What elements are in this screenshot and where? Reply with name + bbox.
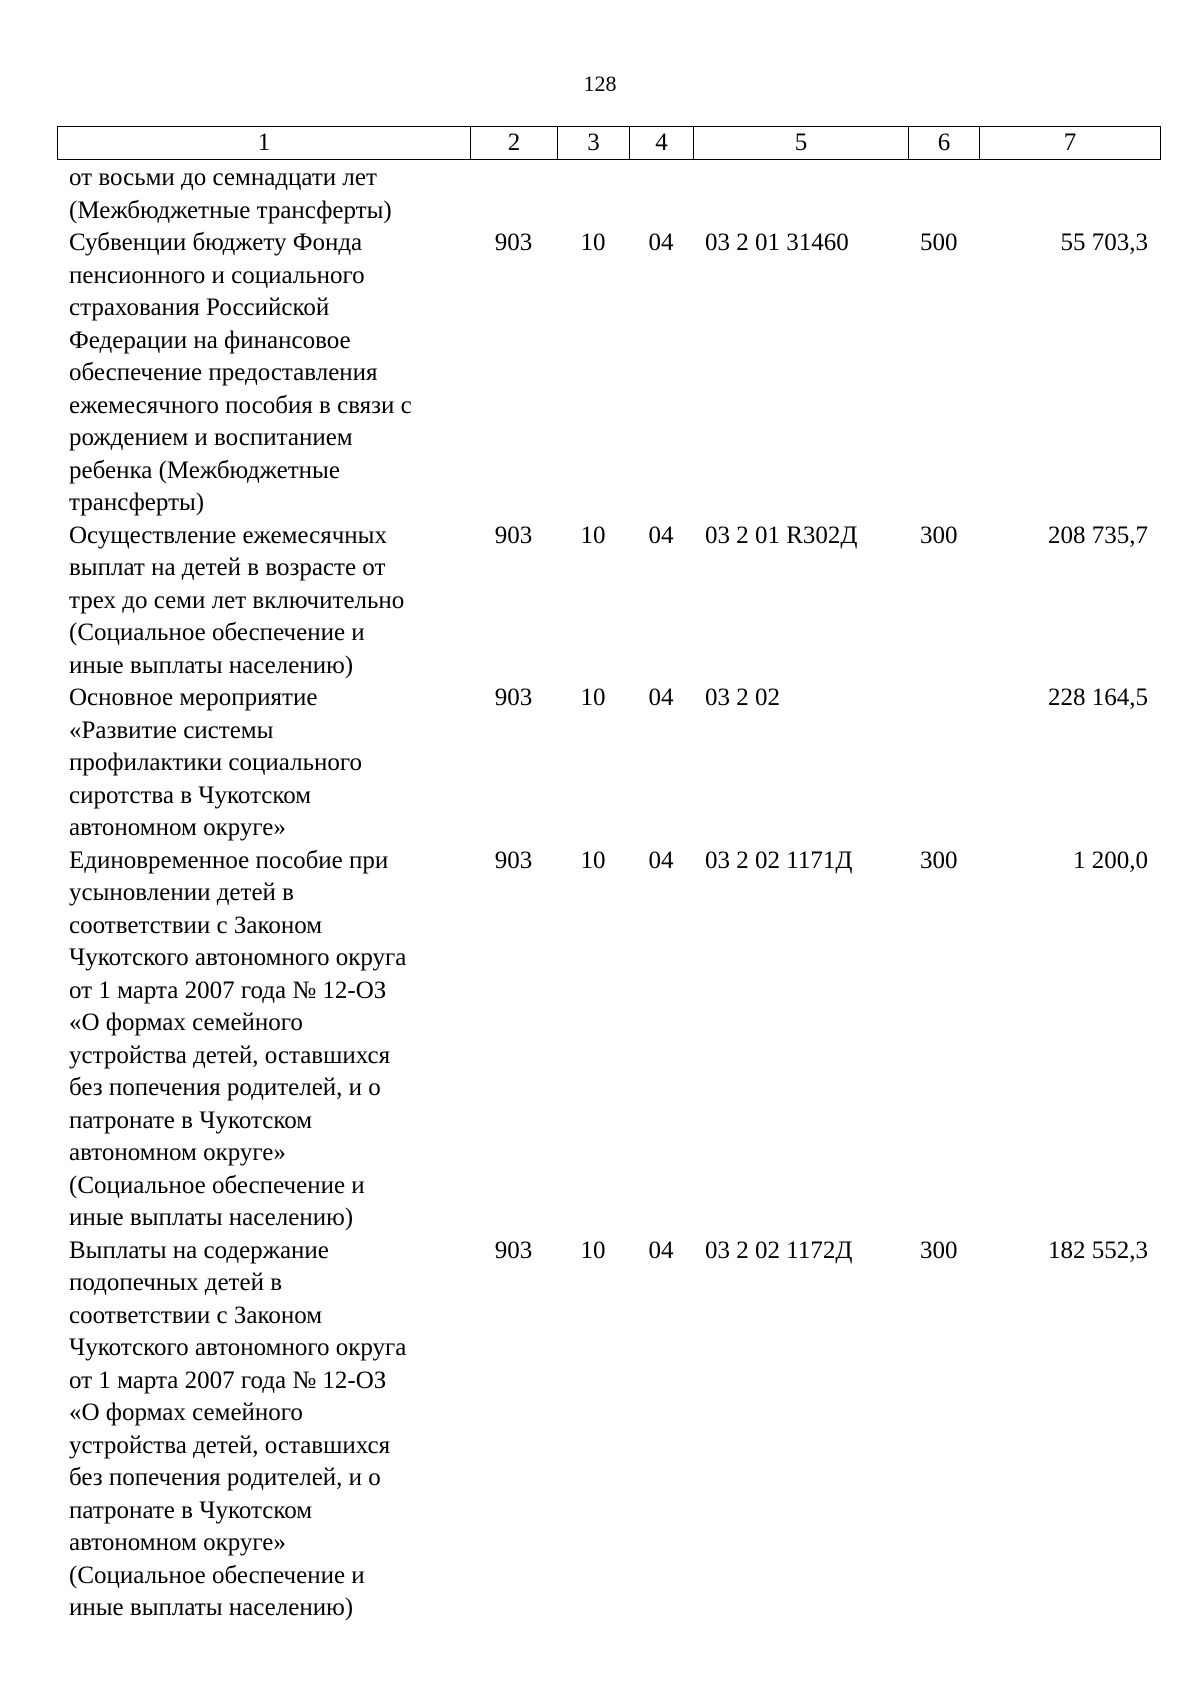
subsection-code-cell: 04	[648, 229, 674, 256]
admin-code-cell	[470, 162, 557, 227]
description-line: пенсионного и социального	[69, 261, 365, 289]
description-cell	[57, 845, 470, 1235]
description-line: от 1 марта 2007 года № 12-ОЗ	[69, 976, 387, 1004]
expense-type-cell: 500	[920, 229, 958, 256]
target-article-cell: 03 2 02	[705, 684, 780, 711]
admin-code-cell: 903	[494, 846, 533, 874]
column-header-1: 1	[58, 127, 471, 160]
description-line: усыновлении детей в	[69, 879, 294, 906]
description-cell	[57, 520, 470, 683]
description-line: от 1 марта 2007 года № 12-ОЗ	[69, 1366, 387, 1394]
table-row	[57, 682, 1160, 845]
description-line: обеспечение предоставления	[69, 359, 378, 386]
expense-type-cell	[908, 682, 979, 845]
column-header-6: 6	[909, 127, 980, 160]
subsection-code-cell: 04	[648, 1236, 674, 1264]
description-line: без попечения родителей, и о	[69, 1464, 381, 1491]
section-code-cell: 10	[580, 1236, 606, 1264]
table-row	[57, 1235, 1160, 1625]
table-row	[57, 227, 1160, 520]
description-line: сиротства в Чукотском	[69, 781, 312, 809]
description-line: Субвенции бюджету Фонда	[69, 229, 363, 256]
description-line: Единовременное пособие при	[69, 846, 389, 874]
description-line: иные выплаты населению)	[69, 651, 354, 679]
description-cell	[57, 227, 470, 520]
admin-code-cell: 903	[494, 684, 533, 711]
description-line: иные выплаты населению)	[69, 1204, 354, 1231]
section-code-cell: 10	[580, 229, 606, 256]
column-header-3: 3	[558, 127, 630, 160]
subsection-code-cell: 04	[648, 684, 674, 711]
description-line: страхования Российской	[69, 294, 330, 321]
expense-type-cell: 300	[920, 846, 958, 874]
table-row	[57, 520, 1160, 683]
description-line: подопечных детей в	[69, 1269, 283, 1296]
amount-cell: 228 164,5	[1048, 684, 1148, 711]
page-number: 128	[583, 71, 617, 96]
admin-code-cell: 903	[494, 1236, 533, 1264]
expense-type-cell: 300	[920, 521, 958, 549]
description-line: Чукотского автономного округа	[69, 944, 407, 971]
description-line: иные выплаты населению)	[69, 1594, 354, 1621]
description-line: без попечения родителей, и о	[69, 1074, 381, 1101]
description-line: от восьми до семнадцати лет	[69, 164, 377, 191]
description-line: Осуществление ежемесячных	[69, 521, 387, 549]
column-header-7: 7	[980, 127, 1161, 160]
description-line: соответствии с Законом	[69, 911, 323, 939]
subsection-code-cell: 04	[648, 521, 674, 549]
budget-table	[57, 162, 1160, 1625]
description-line: автономном округе»	[69, 814, 286, 841]
description-line: патронате в Чукотском	[69, 1106, 313, 1134]
description-cell	[57, 162, 470, 227]
description-line: «О формах семейного	[69, 1009, 303, 1036]
expense-type-cell	[908, 162, 979, 227]
description-line: ребенка (Межбюджетные	[69, 456, 340, 484]
column-header-4: 4	[630, 127, 694, 160]
amount-cell: 1 200,0	[1073, 846, 1148, 874]
table-body	[57, 162, 1160, 1625]
column-header-table	[57, 126, 1161, 160]
description-line: Федерации на финансовое	[69, 326, 351, 354]
table-row	[57, 162, 1160, 227]
description-line: Чукотского автономного округа	[69, 1334, 407, 1361]
target-article-cell: 03 2 01 R302Д	[705, 521, 858, 549]
description-cell	[57, 682, 470, 845]
target-article-cell: 03 2 02 1171Д	[705, 846, 853, 874]
target-article-cell: 03 2 02 1172Д	[705, 1236, 853, 1264]
section-code-cell: 10	[580, 846, 606, 874]
section-code-cell: 10	[580, 521, 606, 549]
column-header-5: 5	[694, 127, 909, 160]
admin-code-cell: 903	[494, 521, 533, 549]
description-line: рождением и воспитанием	[69, 424, 353, 451]
description-line: соответствии с Законом	[69, 1301, 323, 1329]
amount-cell: 55 703,3	[1060, 229, 1148, 256]
subsection-code-cell	[629, 162, 693, 227]
description-line: автономном округе»	[69, 1529, 286, 1556]
description-cell	[57, 1235, 470, 1625]
description-line: «О формах семейного	[69, 1399, 303, 1426]
description-line: трансферты)	[69, 489, 205, 516]
target-article-cell	[693, 162, 908, 227]
description-line: устройства детей, оставшихся	[69, 1041, 391, 1069]
column-header-2: 2	[471, 127, 558, 160]
description-line: патронате в Чукотском	[69, 1496, 313, 1524]
column-header-row	[58, 127, 1161, 160]
admin-code-cell: 903	[494, 229, 533, 256]
amount-cell	[979, 162, 1160, 227]
description-line: (Социальное обеспечение и	[69, 1171, 365, 1199]
section-code-cell: 10	[580, 684, 606, 711]
description-line: ежемесячного пособия в связи с	[69, 391, 412, 419]
amount-cell: 182 552,3	[1048, 1236, 1148, 1264]
description-line: (Социальное обеспечение и	[69, 1561, 365, 1589]
description-line: выплат на детей в возрасте от	[69, 554, 386, 581]
description-line: «Развитие системы	[69, 716, 274, 744]
description-line: профилактики социального	[69, 749, 362, 776]
description-line: трех до семи лет включительно	[69, 586, 405, 614]
description-line: (Социальное обеспечение и	[69, 619, 365, 646]
subsection-code-cell: 04	[648, 846, 674, 874]
description-line: Выплаты на содержание	[69, 1236, 329, 1264]
section-code-cell	[557, 162, 629, 227]
description-line: устройства детей, оставшихся	[69, 1431, 391, 1459]
table-row	[57, 845, 1160, 1235]
expense-type-cell: 300	[920, 1236, 958, 1264]
description-line: (Межбюджетные трансферты)	[69, 196, 392, 224]
amount-cell: 208 735,7	[1048, 521, 1148, 549]
target-article-cell: 03 2 01 31460	[705, 229, 849, 256]
description-line: Основное мероприятие	[69, 684, 318, 711]
description-line: автономном округе»	[69, 1139, 286, 1166]
